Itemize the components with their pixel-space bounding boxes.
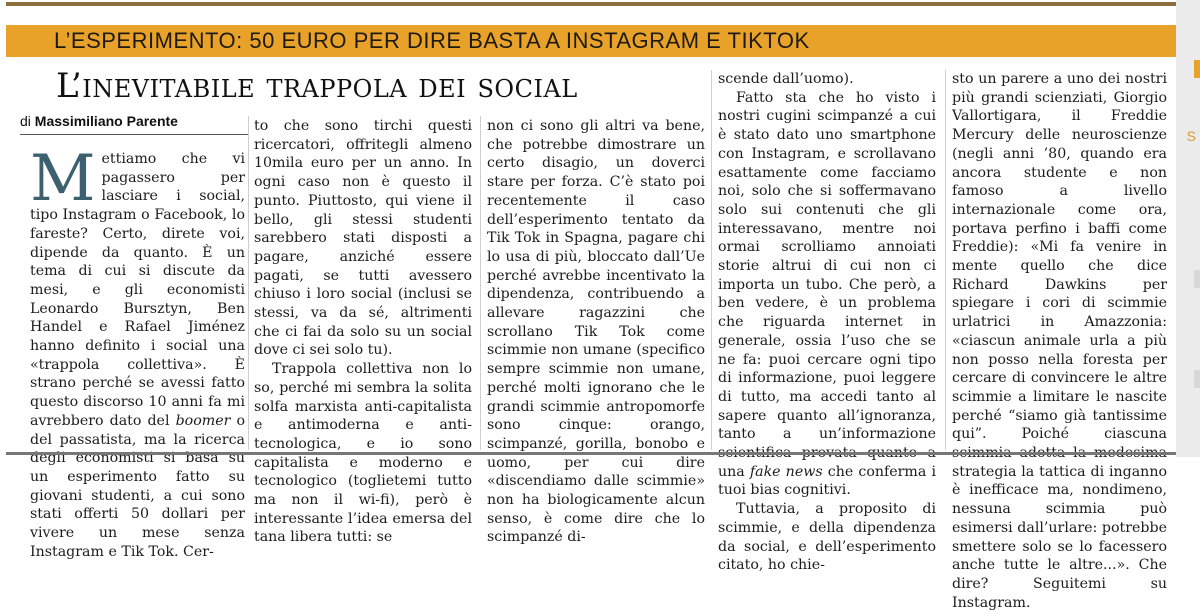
paragraph: Trappola collettiva non lo so, perché mi sembra la solita solfa marxista anti-capitalista e antimoderna e anti-tecnologica, e io sono capitalista e moderno e tecnologico (toglietemi tutto ma non il wi-fi), però è interessante l’idea emersa del tana libera tutti: se	[254, 361, 472, 546]
column-divider	[711, 70, 712, 450]
paragraph-text: o del passatista, ma la ricerca degli economisti si basa su un esperimento fatto su giovani studenti, a cui sono stati offerti 50 dollari per vivere un mese senza Instagram e Tik Tok. Cer-	[30, 412, 245, 560]
paragraph-text: ettiamo che vi pagassero per lasciare i social, tipo Instagram o Facebook, lo fareste? Certo, direte voi, dipende da quanto. È un tema di cui si discute da mesi, e gli economisti Leonardo Bursztyn, Ben Handel e Rafael Jiménez hanno definito i social una «trappola collettiva». È strano perché se avessi fatto questo discorso 10 anni fa mi avrebbero dato del	[30, 151, 245, 429]
byline	[20, 113, 178, 129]
bottom-rule	[6, 452, 1176, 455]
column-divider	[248, 116, 249, 450]
paragraph: Tuttavia, a proposito di scimmie, e della dipendenza da social, e dell’esperimento citato, ho chie-	[718, 501, 936, 574]
paragraph-text: che conferma i tuoi bias cognitivi.	[718, 463, 937, 499]
column-divider	[480, 116, 481, 450]
accent-mark	[1194, 270, 1200, 288]
article-column-4	[718, 70, 936, 575]
accent-mark	[1194, 60, 1200, 78]
paragraph-text: Fatto sta che ho visto i nostri cugini scimpanzé a cui è stato dato uno smartphone con Instagram, e scrollavano esattamente come facciamo noi, solo che si soffermavano solo sui contenuti che gli interessavano, mentre noi ormai scrolliamo annoiati storie altrui di cui non ci importa un tubo. Che però, a ben vedere, è un problema che riguarda internet in generale, ossia l’uso che se ne fa: puoi cercare ogni tipo di informazione, puoi leggere di tutto, ma accedi tanto al sapere quanto all’ignoranza, tanto a un’informazione scientifica provata quanto a una	[718, 89, 936, 480]
paragraph	[718, 89, 936, 500]
adjacent-page-strip	[1176, 0, 1200, 457]
section-banner	[6, 25, 1176, 57]
byline-prefix: di	[20, 113, 31, 129]
article-headline: L’inevitabile trappola dei social	[56, 66, 578, 106]
accent-mark	[1194, 370, 1200, 388]
emphasis-text: boomer	[175, 412, 231, 429]
banner-text: L’ESPERIMENTO: 50 EURO PER DIRE BASTA A INSTAGRAM E TIKTOK	[54, 28, 810, 53]
column-divider	[945, 70, 946, 450]
article-column-5	[952, 70, 1167, 612]
article-column-1	[30, 142, 245, 561]
drop-cap: M	[30, 142, 96, 216]
paragraph	[30, 142, 245, 561]
top-rule	[6, 2, 1176, 6]
author-name: Massimiliano Parente	[34, 113, 178, 129]
paragraph: sto un parere a uno dei nostri più grandi scienziati, Giorgio Vallortigara, il Freddie Mercury delle neuroscienze (negli anni ’80, quando era ancora studente e non famoso a livello internazionale come ora, portava perfino i baffi come Freddie): «Mi fa venire in mente quello che dice Richard Dawkins per spiegare i cori di scimmie urlatrici in Amazzonia: «ciascun animale urla a più non posso nella foresta per cercare di convincere le altre scimmie a limitare le nascite perché “siamo già tantissime qui”. Poiché ciascuna scimmia adotta la medesima strategia la tattica di inganno è inefficace ma, nondimeno, nessuna scimmia può esimersi dall’urlare: potrebbe smettere solo se lo facessero anche tutte le altre...». Che dire? Seguitemi su Instagram.	[952, 71, 1167, 611]
adjacent-page-letter: S	[1186, 128, 1196, 144]
byline-rule	[20, 134, 248, 135]
paragraph: to che sono tirchi questi ricercatori, offritegli almeno 10mila euro per un anno. In ogni caso non è questo il punto. Piuttosto, qui viene il bello, gli stessi studenti sarebbero stati disposti a pagare, anziché essere pagati, se tutti avessero chiuso i loro social (inclusi se stessi, va da sé, altrimenti che ci fai da solo su un social dove ci sei solo tu).	[254, 118, 472, 359]
article-column-2	[254, 117, 472, 547]
paragraph: non ci sono gli altri va bene, che potrebbe dimostrare un certo disagio, un doverci stare per forza. C’è stato poi recentemente il caso dell’esperimento tentato da Tik Tok in Spagna, pagare chi lo usa di più, bloccato dall’Ue perché avrebbe incentivato la dipendenza, contribuendo a allevare ragazzini che scrollano Tik Tok come scimmie non umane (specifico sempre scimmie non umane, perché molti ignorano che le grandi scimmie antropomorfe sono cinque: orango, scimpanzé, gorilla, bonobo e uomo, per cui dire «discendiamo dalle scimmie» non ha biologicamente alcun senso, è come dire che lo scimpanzé di-	[487, 118, 705, 546]
article-column-3	[487, 117, 705, 547]
emphasis-text: fake news	[749, 463, 823, 480]
paragraph: scende dall’uomo).	[718, 71, 854, 87]
